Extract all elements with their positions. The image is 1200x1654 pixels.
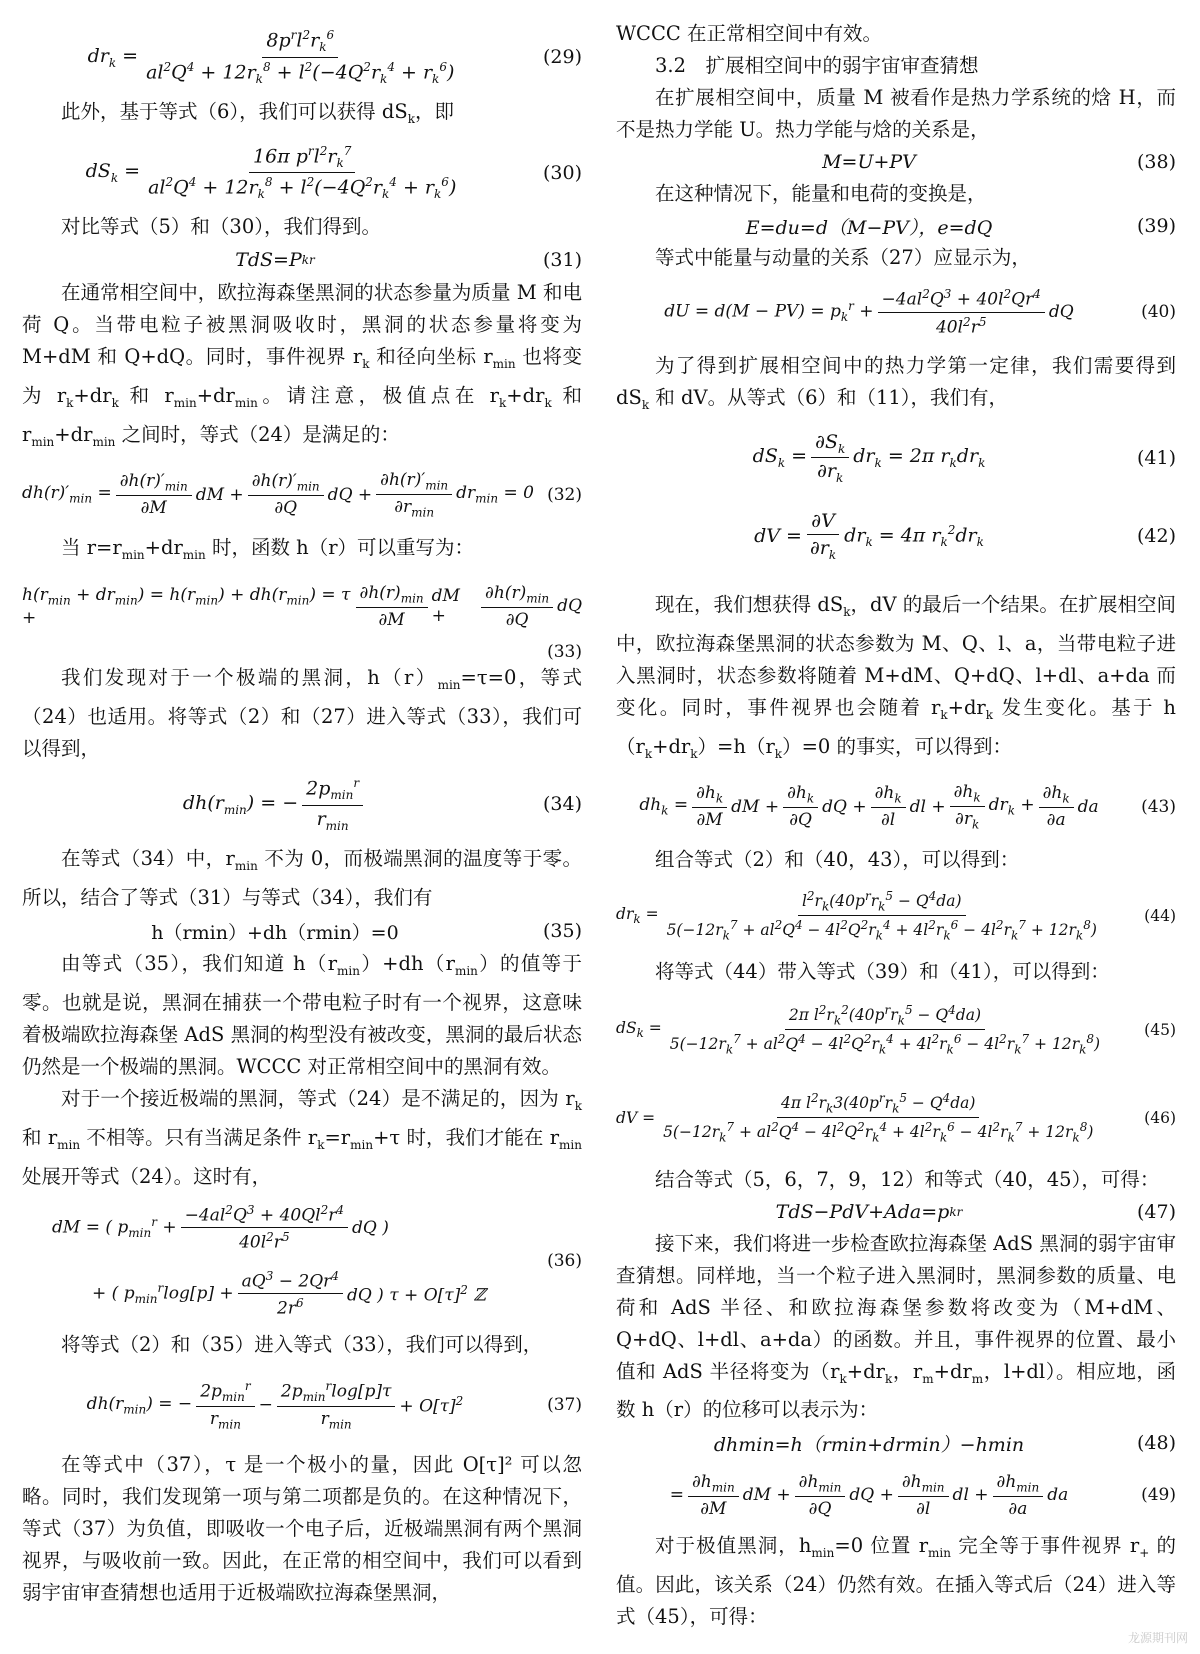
equation-number: (32) <box>547 484 582 505</box>
equation-number: (30) <box>542 161 582 184</box>
paragraph: 当 $r=r_{min}+dr_{min}$ 时，函数 h（r）可以重写为： <box>61 535 475 562</box>
equation-number: (34) <box>542 793 582 816</box>
paragraph: 将等式（2）和（35）进入等式（33），我们可以得到， <box>61 1332 543 1356</box>
equation-48: dhmin=h（rmin+drmin）−hmin (48) <box>713 1432 1176 1456</box>
paragraph: 现在，我们想获得 $dS_k$，dV 的最后一个结果。在扩展相空间中，欧拉海森堡黑洞的状态参数为 M、Q、l、a，当带电粒子进入黑洞时，状态参数将随着 M+dM、Q+dQ、l+dl、a+da 而变化。同时，事件视界也会随着 $r_k+dr_k$ 发生变化。基于 $h(r_k+dr_k)=h(r_k)=0$ 的事实，可以得到： <box>616 592 1176 761</box>
equation-number: (40) <box>1141 302 1176 322</box>
equation-29: $dr_k$ = $\frac{8p^rl^2r_k^6}{al^2Q^4 + 12r_k^8 + l^2(-4Q^2r_k^4 + r_k^6)}$ (29) <box>87 28 582 86</box>
paragraph: 组合等式（2）和（40，43），可以得到： <box>655 847 1020 871</box>
equation-number: (44) <box>1144 906 1176 925</box>
equation-49: = $\frac{\partial h_{min}}{\partial M}$ dM + $\frac{\partial h_{min}}{\partial Q}$ dQ + $\frac{\partial h_{min}}{\partial l}$ dl + $\frac{\partial h_{min}}{\partial a}$ da (49) <box>669 1471 1176 1520</box>
paragraph: WCCC 在正常相空间中有效。 <box>616 22 883 45</box>
equation-number: (31) <box>542 248 582 271</box>
paragraph: 在扩展相空间中，质量 M 被看作是热力学系统的焓 H，而不是热力学能 U。热力学能与焓的关系是， <box>616 86 1176 141</box>
watermark: 龙源期刊网 <box>1127 1631 1188 1645</box>
equation-45: $dS_k$ = $\frac{2\pi l^2r_k^2(40p^rr_k^5 - Q^4da)}{5(-12r_k^7 + al^2Q^4 - 4l^2Q^2r_k^4 + 4l^2r_k^6 - 4l^2r_k^7 + 12r_k^8)}$ (45) <box>616 1002 1176 1057</box>
equation-number: (46) <box>1144 1108 1176 1127</box>
equation-37: $dh(r_{min})$ = − $\frac{2p_{min}^r}{r_{min}}$ − $\frac{2p_{min}^r\log[p]\tau}{r_{min}}$ + $O[\tau]^2$ (37) <box>86 1378 582 1432</box>
equation-39: E=du=d（M−PV），e=dQ (39) <box>745 215 1176 239</box>
paragraph: 结合等式（5，6，7，9，12）和等式（40，45），可得： <box>655 1167 1160 1191</box>
equation-number: (36) <box>547 1250 582 1271</box>
equation-42: dV = $\frac{\partial V}{\partial r_k}$ $dr_k = 4\pi$ $r_k^2dr_k$ (42) <box>754 509 1176 562</box>
paragraph: 由等式（35），我们知道 $h(r_{min})+dh(r_{min})$的值等于零。也就是说，黑洞在捕获一个带电粒子时有一个视界，这意味着极端欧拉海森堡 AdS 黑洞的构型没有被改变，黑洞的最后状态仍然是一个极端的黑洞。WCCC 对正常相空间中的黑洞有效。 <box>22 952 582 1079</box>
equation-33: $h(r_{min} + dr_{min}) = h(r_{min}) + dh(r_{min}) = \tau$ + $\frac{\partial h(r)_{min}}{\partial M}$ dM + $\frac{\partial h(r)_{min}}{\partial Q}$ dQ (33) <box>22 582 582 663</box>
paragraph: 在等式（34）中，$r_{min}$ 不为 0，而极端黑洞的温度等于零。所以，结合了等式（31）与等式（34），我们有 <box>22 847 582 910</box>
paragraph: 为了得到扩展相空间中的热力学第一定律，我们需要得到 $dS_k$ 和 dV。从等式（6）和（11），我们有， <box>616 354 1176 412</box>
equation-32: $dh(r)'_{min}$ = $\frac{\partial h(r)'_{min}}{\partial M}$ dM + $\frac{\partial h(r)'_{min}}{\partial Q}$ dQ + $\frac{\partial h(r)'_{min}}{\partial r_{min}}$ $dr_{min} = 0$ (32) <box>22 469 582 520</box>
equation-number: (37) <box>547 1394 582 1415</box>
equation-41: $dS_k$ = $\frac{\partial S_k}{\partial r_k}$ $dr_k = 2\pi$ $r_kdr_k$ (41) <box>752 430 1176 486</box>
equation-43: $dh_k$ = $\frac{\partial h_k}{\partial M}$ dM + $\frac{\partial h_k}{\partial Q}$ dQ + $\frac{\partial h_k}{\partial l}$ dl + $\frac{\partial h_k}{\partial r_k}$ $dr_k$ + $\frac{\partial h_k}{\partial a}$ da (43) <box>639 781 1176 832</box>
equation-40: dU = $d(M - PV) = p_k^r$ + $\frac{-4al^2Q^3 + 40l^2Qr^4}{40l^2r^5}$ dQ (40) <box>664 286 1176 338</box>
equation-number: (42) <box>1136 524 1176 547</box>
equation-34: $dh(r_{min})$ = − $\frac{2p_{min}^r}{r_{min}}$ (34) <box>182 776 582 833</box>
equation-number: (35) <box>542 920 582 943</box>
paragraph: 在等式中（37），τ 是一个极小的量，因此 O[τ]² 可以忽略。同时，我们发现第一项与第二项都是负的。在这种情况下，等式（37）为负值，即吸收一个电子后，近极端黑洞有两个黑洞视界，与吸收前一致。因此，在正常的相空间中，我们可以看到弱宇宙审查猜想也适用于近极端欧拉海森堡黑洞， <box>22 1452 582 1604</box>
equation-number: (33) <box>547 642 582 663</box>
paragraph: 对比等式（5）和（30），我们得到。 <box>61 214 381 238</box>
equation-36: dM = ( $p_{min}^r$ + $\frac{-4al^2Q^3 + 40Ql^2r^4}{40l^2r^5}$ dQ ) + ( $p_{min}^r\log[p]$ + $\frac{aQ^3 - 2Qr^4}{2r^6}$ dQ ) $\tau + O[\tau]^2$ ℤ (36) <box>52 1202 582 1320</box>
paragraph: 对于一个接近极端的黑洞，等式（24）是不满足的，因为 $r_k$ 和 $r_{min}$ 不相等。只有当满足条件 $r_k=r_{min}+\tau$ 时，我们才能在 $r_{min}$ 处展开等式（24）。这时有， <box>22 1087 582 1188</box>
equation-number: (48) <box>1136 1432 1176 1455</box>
equation-44: $dr_k$ = $\frac{l^2r_k(40p^rr_k^5 - Q^4da)}{5(-12r_k^7 + al^2Q^4 - 4l^2Q^2r_k^4 + 4l^2r_k^6 - 4l^2r_k^7 + 12r_k^8)}$ (44) <box>616 888 1176 943</box>
left-column <box>22 18 582 1609</box>
equation-30: $dS_k$ = $\frac{16\pi p^rl^2r_k^7}{al^2Q^4 + 12r_k^8 + l^2(-4Q^2r_k^4 + r_k^6)}$ (30) <box>85 144 582 202</box>
equation-46: dV = $\frac{4\pi l^2r_k3(40p^rr_k^5 - Q^4da)}{5(-12r_k^7 + al^2Q^4 - 4l^2Q^2r_k^4 + 4l^2r_k^6 - 4l^2r_k^7 + 12r_k^8)}$ (46) <box>616 1090 1176 1145</box>
equation-number: (49) <box>1141 1485 1176 1506</box>
paragraph: 等式中能量与动量的关系（27）应显示为， <box>655 246 1031 269</box>
paragraph: 在这种情况下，能量和电荷的变换是， <box>655 182 987 205</box>
paragraph: 接下来，我们将进一步检查欧拉海森堡 AdS 黑洞的弱宇宙审查猜想。同样地，当一个粒子进入黑洞时，黑洞参数的质量、电荷和 AdS 半径、和欧拉海森堡参数将改变为（M+dM、Q+dQ、l+dl、a+da）的函数。并且，事件视界的位置、最小值和 AdS 半径将变为（$r_k+dr_k$，$r_m+dr_m$，l+dl）。相应地，函数 h（r）的位移可以表示为： <box>616 1231 1176 1422</box>
section-heading: 3.2 扩展相空间中的弱宇宙审查猜想 <box>655 54 979 77</box>
paragraph: 在通常相空间中，欧拉海森堡黑洞的状态参量为质量 M 和电荷 Q。当带电粒子被黑洞吸收时，黑洞的状态参量将变为 M+dM 和 Q+dQ。同时，事件视界 $r_k$ 和径向坐标 $r_{min}$ 也将变为 $r_k+dr_k$ 和 $r_{min}+dr_{min}$。请注意，极值点在 $r_k+dr_k$ 和 $r_{min}+dr_{min}$ 之间时，等式（24）是满足的： <box>22 280 583 449</box>
paragraph: 此外，基于等式（6），我们可以获得 $dS_k$，即 <box>61 100 454 126</box>
equation-35: h（rmin）+dh（rmin）=0 (35) <box>151 920 582 944</box>
right-column <box>616 18 1176 1633</box>
equation-number: (39) <box>1136 215 1176 237</box>
equation-number: (38) <box>1136 151 1176 173</box>
paragraph: 将等式（44）带入等式（39）和（41），可以得到： <box>655 959 1110 983</box>
equation-38: M=U+PV (38) <box>822 151 1176 173</box>
paragraph: 我们发现对于一个极端的黑洞，$h(r)_{min}=\tau=0$，等式（24）也适用。将等式（2）和（27）进入等式（33），我们可以得到， <box>22 666 582 761</box>
equation-number: (45) <box>1144 1020 1176 1039</box>
paragraph: 对于极值黑洞，$h_{min}=0$ 位置 $r_{min}$ 完全等于事件视界 $r_+$ 的值。因此，该关系（24）仍然有效。在插入等式后（24）进入等式（45），可得： <box>616 1534 1177 1629</box>
equation-number: (29) <box>542 46 582 68</box>
equation-number: (43) <box>1141 796 1176 817</box>
equation-number: (41) <box>1136 446 1176 469</box>
equation-31: TdS=P k r (31) <box>235 248 582 271</box>
equation-number: (47) <box>1136 1200 1176 1223</box>
equation-47: TdS−PdV+Ada=p k r (47) <box>775 1200 1176 1223</box>
